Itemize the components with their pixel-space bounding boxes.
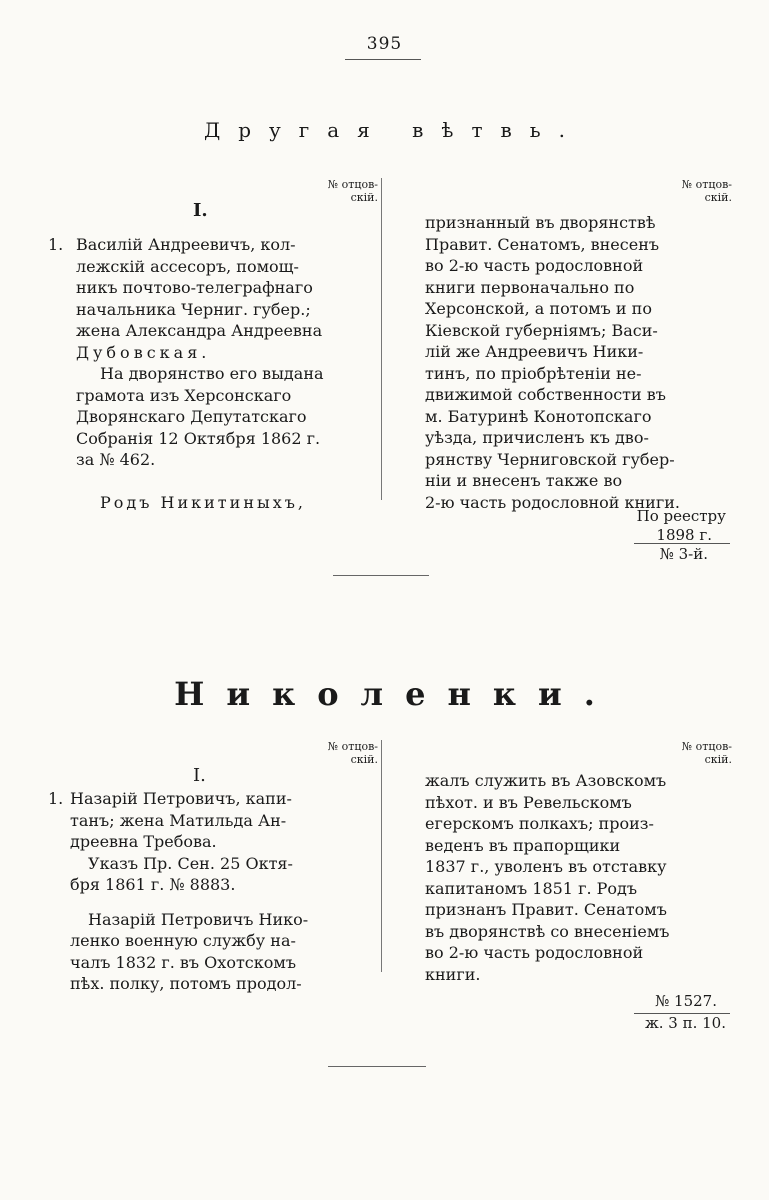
note-otcovsky-left: № отцов- скій. [327,740,378,766]
registry-info [560,507,726,545]
note-otcovsky-right: № отцов- скій. [681,178,732,204]
entry-line: лій же Андреевичъ Ники- [425,342,644,361]
entry-line: На дворянство его выдана [100,364,324,383]
entry-line: 1837 г., уволенъ въ отставку [425,857,667,876]
entry-line: Указъ Пр. Сен. 25 Октя- [88,853,293,873]
entry-line: егерскомъ полкахъ; произ- [425,814,654,833]
entry-line: жена Александра Андреевна [76,321,323,340]
entry-line: жалъ служить въ Азовскомъ [425,771,667,790]
family-title: Николенки. [174,675,617,713]
entry-line: книги. [425,964,481,984]
entry-line: м. Батуринѣ Конотопскаго [425,406,652,426]
section-separator [328,1066,426,1067]
entry-line: Дворянскаго Депутатскаго [76,407,307,426]
registry-year: 1898 г. [656,526,712,544]
entry-line: въ дворянствѣ со внесеніемъ [425,921,670,941]
entry-line: во 2-ю часть родословной [425,943,644,962]
entry-line: пѣхот. и въ Ревельскомъ [425,792,632,812]
section-separator [333,575,429,576]
entry-line: Дубовская. [76,342,211,362]
entry-line: за № 462. [76,450,156,469]
entry-line: капитаномъ 1851 г. Родъ [425,878,638,898]
entry-line: 2-ю часть родословной книги. [425,492,680,512]
registry-number: № 1527. [655,992,717,1010]
registry-line: По реестру [636,507,726,525]
branch-title: Другая вѣтвь. [203,118,584,142]
note-otcovsky-left: № отцов- скій. [327,178,378,204]
entry-line: ленко военную службу на- [70,931,296,950]
entry-line: танъ; жена Матильда Ан- [70,810,287,830]
entry-line: пѣх. полку, потомъ продол- [70,974,302,993]
entry-line: тинъ, по пріобрѣтеніи не- [425,363,642,383]
column-divider [381,740,382,972]
entry-line: ніи и внесенъ также во [425,471,623,490]
page-number: 395 [366,34,403,54]
entry-line: никъ почтово-телеграфнаго [76,278,313,297]
entry-line: чалъ 1832 г. въ Охотскомъ [70,952,297,972]
entry-line: книги первоначально по [425,277,635,297]
entry-line: Кіевской губерніямъ; Васи- [425,320,658,340]
entry-line: рянству Черниговской губер- [425,449,675,469]
entry-right-column [425,770,715,985]
entry-left-column [48,234,338,513]
registry-number: № 3-й. [659,545,708,563]
entry-line: Назарій Петровичъ Нико- [88,909,309,929]
roman-numeral: I. [193,200,208,221]
entry-line: Собранія 12 Октября 1862 г. [76,428,321,448]
registry-ref: ж. 3 п. 10. [644,1014,726,1032]
entry-line: признанъ Правит. Сенатомъ [425,900,667,919]
page-number-rule [345,59,421,60]
entry-line: признанный въ дворянствѣ [425,213,656,232]
entry-line: во 2-ю часть родословной [425,256,644,275]
registry-rule [634,543,730,544]
entry-line: бря 1861 г. № 8883. [70,875,236,894]
entry-line: лежскій ассесоръ, помощ- [76,256,299,276]
entry-line: Василій Андреевичъ, кол- [76,235,296,254]
column-divider [381,178,382,500]
roman-numeral: I. [193,765,206,786]
entry-line: Родъ Никитиныхъ, [100,492,306,512]
entry-line: дреевна Требова. [70,832,217,851]
entry-right-column [425,212,715,513]
entry-line: Херсонской, а потомъ и по [425,299,652,318]
entry-line: веденъ въ прапорщики [425,835,621,855]
entry-line: Назарій Петровичъ, капи- [70,789,292,808]
entry-line: движимой собственности въ [425,385,666,404]
entry-line: Правит. Сенатомъ, внесенъ [425,234,660,254]
note-otcovsky-right: № отцов- скій. [681,740,732,766]
entry-line: уѣзда, причисленъ къ дво- [425,428,649,447]
entry-left-column [48,788,338,995]
item-number: 1. [48,235,64,254]
item-number: 1. [48,789,64,808]
entry-line: начальника Черниг. губер.; [76,299,311,319]
entry-line: грамота изъ Херсонскаго [76,385,292,405]
